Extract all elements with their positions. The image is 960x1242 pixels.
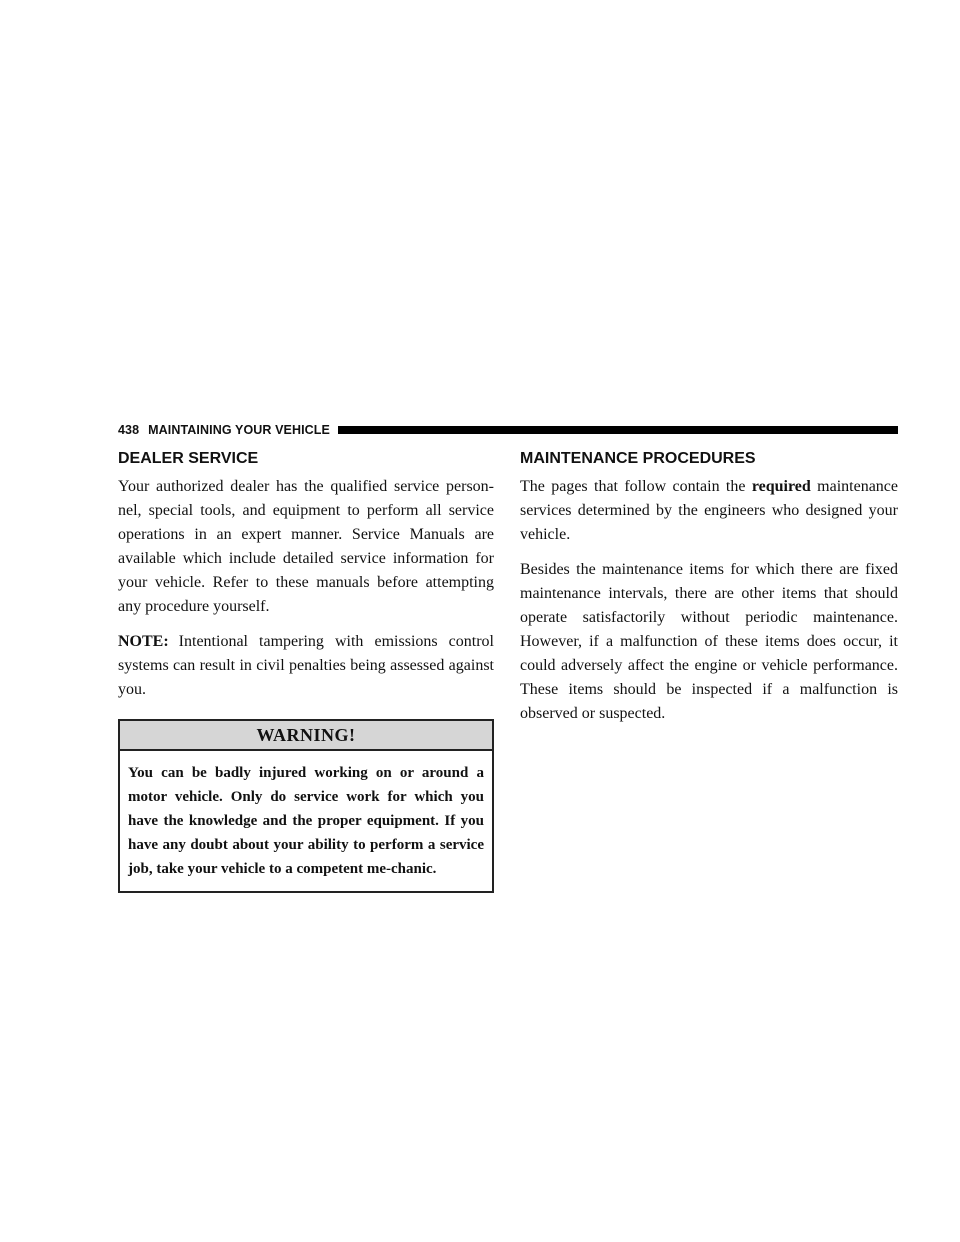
- section-title: MAINTAINING YOUR VEHICLE: [148, 422, 330, 437]
- page-number: 438: [118, 422, 140, 437]
- warning-box: [118, 719, 494, 893]
- warning-text: You can be badly injured working on or around a motor vehicle. Only do service work for which you have the knowledge and the proper equipment. If you have any doubt about your ability to perform a service job, take your vehicle to a competent me-chanic.: [128, 765, 484, 877]
- p1-required: required: [751, 478, 811, 495]
- maintenance-paragraph-1: [520, 475, 898, 547]
- note-paragraph: [118, 630, 494, 702]
- right-column: [520, 448, 898, 737]
- note-text: Intentional tampering with emissions control systems can result in civil penalties being assessed against you.: [118, 633, 494, 698]
- dealer-service-heading: DEALER SERVICE: [118, 450, 259, 467]
- warning-title: WARNING!: [120, 721, 492, 751]
- maintenance-procedures-heading: MAINTENANCE PROCEDURES: [520, 450, 756, 467]
- note-label: NOTE:: [118, 633, 169, 650]
- p1-before: The pages that follow contain the: [520, 478, 752, 495]
- maintenance-paragraph-2: Besides the maintenance items for which there are fixed maintenance intervals, there are other items that should operate satisfactorily without periodic maintenance. However, if a malfunction of these items does occur, it could adversely affect the engine or vehicle performance. These items should be inspected if a malfunction is observed or suspected.: [520, 561, 898, 722]
- header-rule: [338, 426, 898, 434]
- dealer-service-paragraph: Your authorized dealer has the qualified service person-nel, special tools, and equipment to perform all service operations in an expert manner. Service Manuals are available which include detailed service information for your vehicle. Refer to these manuals before attempting any procedure yourself.: [118, 478, 494, 615]
- left-column: [118, 448, 494, 893]
- running-header: [118, 421, 898, 438]
- p1-after: maintenance services determined by the engineers who designed your vehicle.: [520, 478, 898, 543]
